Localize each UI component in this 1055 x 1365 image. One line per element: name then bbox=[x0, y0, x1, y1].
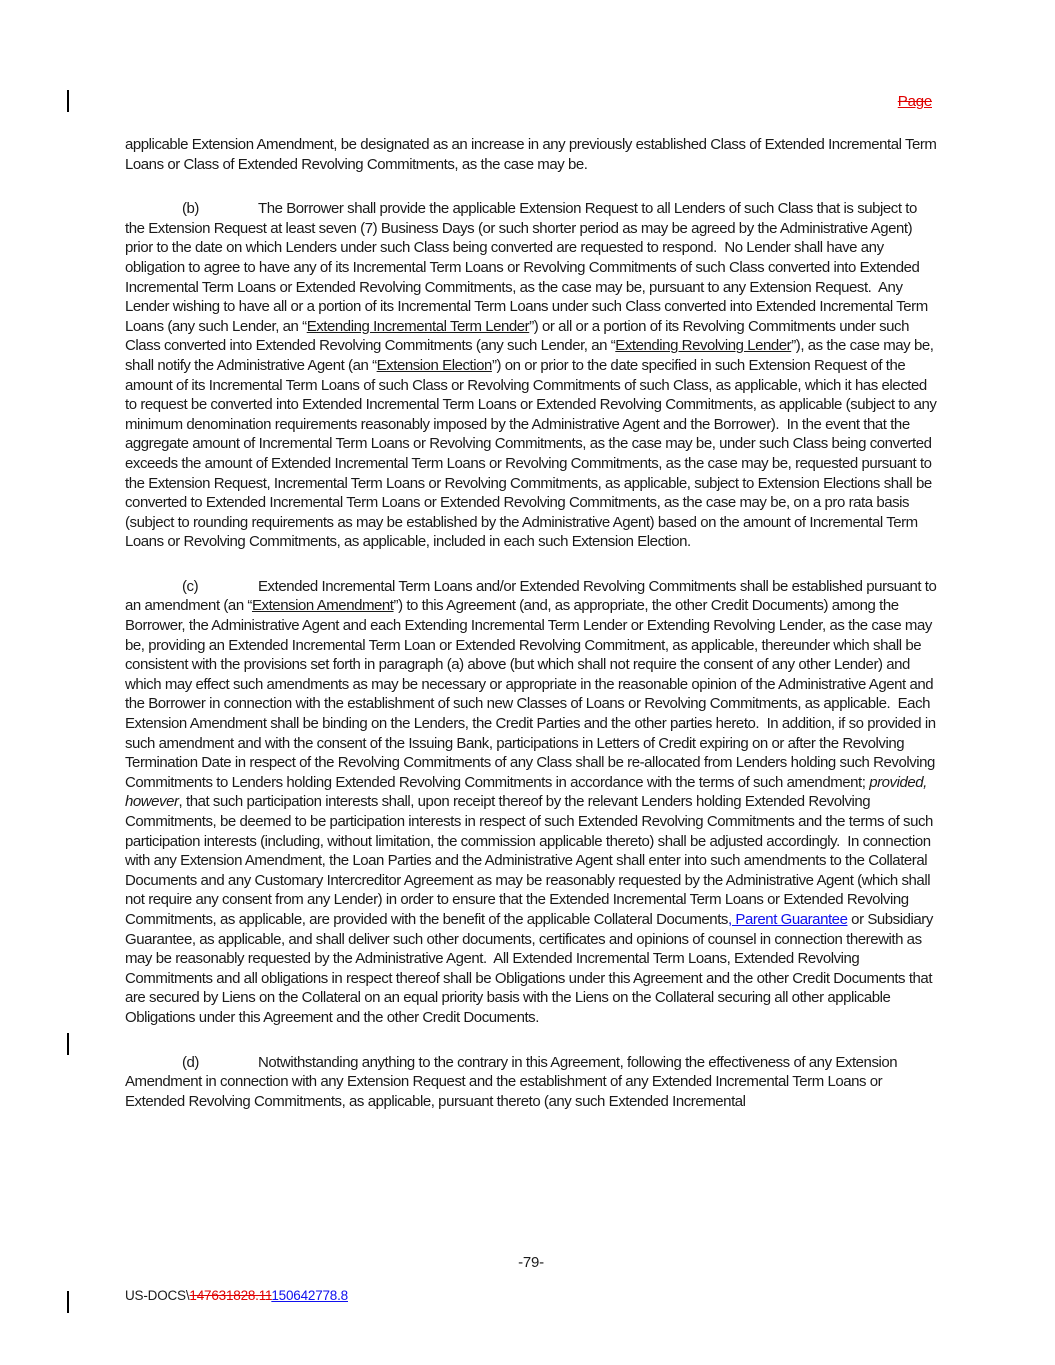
defined-term: Extension Amendment bbox=[251, 597, 394, 615]
defined-term: Extension Election bbox=[376, 356, 492, 374]
paragraph bbox=[125, 199, 941, 552]
paragraph bbox=[125, 577, 941, 1028]
page-number: -79- bbox=[518, 1254, 544, 1271]
defined-term: Extending Incremental Term Lender bbox=[306, 317, 530, 335]
deleted-header-text: Page bbox=[897, 93, 932, 110]
text-run: ”) on or prior to the date specified in such Extension Request of the amount of its Incremental Term Loans of such Class or Revolving Commitments of such Class, as applicable, which it has elected to request be converted into Extended Incremental Term Loans or Extended Revolving Commitments, as applicable (subject to any minimum denomination requirements reasonably imposed by the Administrative Agent and the Borrower). In the event that the aggregate amount of Incremental Term Loans or Revolving Commitments, as the case may be, under such Class being converted exceeds the amount of Extended Incremental Term Loans or Revolving Commitments, as the case may be, requested pursuant to the Extension Request, Incremental Term Loans or Revolving Commitments, as applicable, subject to Extension Elections shall be converted to Extended Incremental Term Loans or Extended Revolving Commitments, as the case may be, on a pro rata basis (subject to rounding requirements as may be established by the Administrative Agent) based on the amount of Incremental Term Loans or Revolving Commitments, as applicable, included in each such Extension Election. bbox=[125, 356, 941, 551]
text-run: applicable Extension Amendment, be designated as an increase in any previously established Class of Extended Incremental Term Loans or Class of Extended Revolving Commitments, as the case may be. bbox=[125, 136, 941, 173]
change-bar bbox=[67, 90, 69, 112]
paragraph-label: (c) bbox=[182, 577, 199, 595]
text-run: ”), as the case may be, shall notify the Administrative Agent (an “ bbox=[125, 337, 938, 374]
paragraph bbox=[125, 1053, 937, 1112]
text-run: Notwithstanding anything to the contrary in this Agreement, following the effectiveness of any Extension Amendment in connection with any Extension Request and the establishment of any Extended Incremental Term Loans or Extended Revolving Commitments, as applicable, pursuant thereto (any such Extended Incremental bbox=[125, 1053, 901, 1110]
text-run: ”) to this Agreement (and, as appropriate, the other Credit Documents) among the Borrower, the Administrative Agent and each Extending Incremental Term Lender or Extending Revolving Lender, as the case may be, providing an Extended Incremental Term Loan or Extended Revolving Commitment, as applicable, thereunder which shall be consistent with the provisions set forth in paragraph (a) above (but which shall not require the consent of any other Lender) and which may effect such amendments as may be necessary or appropriate in the reasonable opinion of the Administrative Agent and the Borrower in connection with the establishment of such new Classes of Loans or Revolving Commitments, as applicable. Each Extension Amendment shall be binding on the Lenders, the Credit Parties and the other parties hereto. In addition, if so provided in such amendment and with the consent of the Issuing Bank, participations in Letters of Credit expiring on or after the Revolving Termination Date in respect of the Revolving Commitments of any Class shall be re-allocated from Lenders holding such Revolving Commitments to Lenders holding Extended Revolving Commitments in accordance with the terms of such amendment; bbox=[125, 597, 940, 791]
text-run: Extended Incremental Term Loans and/or Extended Revolving Commitments shall be established pursuant to an amendment (an “ bbox=[125, 577, 941, 615]
document-body bbox=[125, 135, 941, 1136]
defined-term: Extending Revolving Lender bbox=[615, 337, 792, 355]
paragraph-label: (d) bbox=[182, 1053, 199, 1071]
text-run: The Borrower shall provide the applicable Extension Request to all Lenders of such Class that is subject to the Extension Request at least seven (7) Business Days (or such shorter period as may be agreed by the Administrative Agent) prior to the date on which Lenders under such Class being converted are requested to respond. No Lender shall have any obligation to agree to have any of its Incremental Term Loans or Revolving Commitments of such Class converted into Extended Incremental Term Loans or Extended Revolving Commitments, as the case may be, pursuant to any Extension Request. Any Lender wishing to have all or a portion of its Incremental Term Loans under such Class converted into Extended Incremental Term Loans (any such Lender, an “ bbox=[125, 200, 932, 335]
inserted-text: , Parent Guarantee bbox=[727, 910, 848, 928]
paragraph bbox=[125, 135, 941, 174]
page-header bbox=[898, 93, 932, 110]
doc-id-deleted-text: 147631828.11 bbox=[189, 1288, 272, 1303]
doc-id-inserted-text: 150642778.8 bbox=[271, 1288, 348, 1303]
text-run: or Subsidiary Guarantee, as applicable, and shall deliver such other documents, certificates and opinions of counsel in connection therewith as may be reasonably requested by the Administrative Agent. All Extended Incremental Term Loans, Extended Revolving Commitments and all obligations in respect thereof shall be Obligations under this Agreement and the other Credit Documents that are secured by Liens on the Collateral on an equal priority basis with the Liens on the Collateral securing all other applicable Obligations under this Agreement and the other Credit Documents. bbox=[125, 910, 937, 1026]
doc-id-prefix: US-DOCS\ bbox=[125, 1288, 190, 1303]
document-id-footer bbox=[125, 1288, 348, 1303]
italic-text: provided, however bbox=[125, 773, 931, 811]
change-bar bbox=[67, 1291, 69, 1313]
change-bar bbox=[67, 1033, 69, 1055]
text-run: ”) or all or a portion of its Revolving Commitments under such Class converted into Extended Revolving Commitments (any such Lender, an “ bbox=[125, 317, 913, 355]
paragraph-label: (b) bbox=[182, 200, 199, 218]
text-run: , that such participation interests shall, upon receipt thereof by the relevant Lenders holding Extended Revolving Commitments, be deemed to be participation interests in respect of such Extended Revolving Commitments and the terms of such participation interests (including, without limitation, the commission applicable thereto) shall be adjusted accordingly. In connection with any Extension Amendment, the Loan Parties and the Administrative Agent shall enter into such amendments to the Collateral Documents and any Customary Intercreditor Agreement as may be reasonably requested by the Administrative Agent (which shall not require any consent from any Lender) in order to ensure that the Extended Incremental Term Loans or Extended Revolving Commitments, as applicable, are provided with the benefit of the applicable Collateral Documents bbox=[125, 793, 937, 928]
